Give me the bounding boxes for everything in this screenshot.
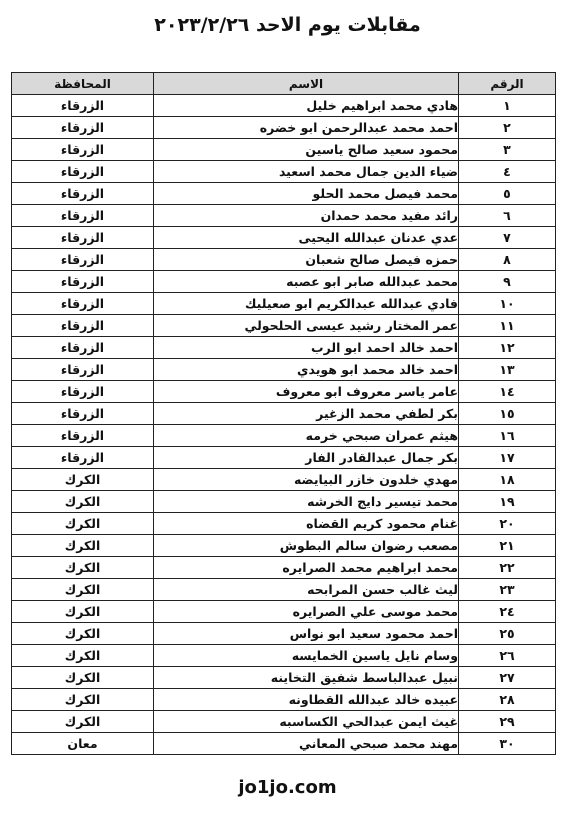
table-row xyxy=(12,205,556,227)
table-row xyxy=(12,623,556,645)
row-number: ١٤ xyxy=(459,381,556,403)
row-name: احمد خالد احمد ابو الرب xyxy=(154,337,459,359)
row-name: نبيل عبدالباسط شفيق التخاينه xyxy=(154,667,459,689)
table-row xyxy=(12,469,556,491)
row-governorate: الكرك xyxy=(12,711,154,733)
header-number: الرقم xyxy=(459,73,556,95)
table-row xyxy=(12,645,556,667)
row-number: ٢٢ xyxy=(459,557,556,579)
row-number: ١٣ xyxy=(459,359,556,381)
row-governorate: الكرك xyxy=(12,491,154,513)
interviews-table xyxy=(11,72,556,755)
row-governorate: الزرقاء xyxy=(12,425,154,447)
row-governorate: الزرقاء xyxy=(12,293,154,315)
row-governorate: الزرقاء xyxy=(12,161,154,183)
row-name: هيثم عمران صبحي خرمه xyxy=(154,425,459,447)
table-row xyxy=(12,271,556,293)
row-number: ١٨ xyxy=(459,469,556,491)
row-governorate: الكرك xyxy=(12,645,154,667)
row-number: ١٢ xyxy=(459,337,556,359)
row-name: محمد ابراهيم محمد الصرايره xyxy=(154,557,459,579)
site-watermark: jo1jo.com xyxy=(238,777,337,798)
table-row xyxy=(12,293,556,315)
row-number: ٧ xyxy=(459,227,556,249)
row-number: ٣٠ xyxy=(459,733,556,755)
row-governorate: الكرك xyxy=(12,689,154,711)
row-number: ١١ xyxy=(459,315,556,337)
table-row xyxy=(12,183,556,205)
row-name: عدي عدنان عبدالله اليحيى xyxy=(154,227,459,249)
row-governorate: الكرك xyxy=(12,469,154,491)
row-number: ٢١ xyxy=(459,535,556,557)
row-number: ٢٣ xyxy=(459,579,556,601)
row-governorate: الزرقاء xyxy=(12,359,154,381)
row-name: فادي عبدالله عبدالكريم ابو صعيليك xyxy=(154,293,459,315)
table-row xyxy=(12,535,556,557)
table-row xyxy=(12,579,556,601)
table-row xyxy=(12,95,556,117)
row-name: غيث ايمن عبدالحي الكساسبه xyxy=(154,711,459,733)
row-governorate: الزرقاء xyxy=(12,403,154,425)
table-row xyxy=(12,161,556,183)
row-number: ٢٧ xyxy=(459,667,556,689)
row-number: ٢٤ xyxy=(459,601,556,623)
row-governorate: الزرقاء xyxy=(12,117,154,139)
row-name: مهند محمد صبحي المعاني xyxy=(154,733,459,755)
row-name: عبيده خالد عبدالله القطاونه xyxy=(154,689,459,711)
row-number: ١٧ xyxy=(459,447,556,469)
row-name: عمر المختار رشيد عيسى الحلحولي xyxy=(154,315,459,337)
row-governorate: الزرقاء xyxy=(12,139,154,161)
row-name: محمد موسى علي الصرايره xyxy=(154,601,459,623)
row-number: ١٩ xyxy=(459,491,556,513)
row-governorate: الزرقاء xyxy=(12,249,154,271)
table-row xyxy=(12,491,556,513)
table-header-row xyxy=(12,73,556,95)
row-governorate: الزرقاء xyxy=(12,271,154,293)
header-governorate: المحافظة xyxy=(12,73,154,95)
table-row xyxy=(12,513,556,535)
table-row xyxy=(12,733,556,755)
row-governorate: الزرقاء xyxy=(12,337,154,359)
row-name: احمد خالد محمد ابو هويدي xyxy=(154,359,459,381)
row-name: ليث غالب حسن المرابحه xyxy=(154,579,459,601)
row-name: هادي محمد ابراهيم خليل xyxy=(154,95,459,117)
table-row xyxy=(12,403,556,425)
table-row xyxy=(12,315,556,337)
row-governorate: معان xyxy=(12,733,154,755)
row-name: بكر جمال عبدالقادر الفار xyxy=(154,447,459,469)
table-row xyxy=(12,711,556,733)
row-name: رائد مفيد محمد حمدان xyxy=(154,205,459,227)
row-number: ١ xyxy=(459,95,556,117)
row-governorate: الكرك xyxy=(12,601,154,623)
row-name: مصعب رضوان سالم البطوش xyxy=(154,535,459,557)
row-number: ٢٩ xyxy=(459,711,556,733)
row-number: ١٥ xyxy=(459,403,556,425)
table-row xyxy=(12,139,556,161)
row-governorate: الكرك xyxy=(12,623,154,645)
row-number: ٢٨ xyxy=(459,689,556,711)
table-row xyxy=(12,227,556,249)
table-row xyxy=(12,249,556,271)
row-governorate: الزرقاء xyxy=(12,315,154,337)
row-name: احمد محمد عبدالرحمن ابو خضره xyxy=(154,117,459,139)
header-name: الاسم xyxy=(154,73,459,95)
row-governorate: الزرقاء xyxy=(12,381,154,403)
row-name: محمد تيسير دايج الخرشه xyxy=(154,491,459,513)
row-number: ٥ xyxy=(459,183,556,205)
row-name: ضياء الدين جمال محمد اسعيد xyxy=(154,161,459,183)
row-governorate: الزرقاء xyxy=(12,183,154,205)
row-name: محمد فيصل محمد الحلو xyxy=(154,183,459,205)
row-number: ٨ xyxy=(459,249,556,271)
row-name: غنام محمود كريم القضاه xyxy=(154,513,459,535)
table-row xyxy=(12,381,556,403)
row-governorate: الزرقاء xyxy=(12,95,154,117)
table-row xyxy=(12,689,556,711)
row-name: عامر ياسر معروف ابو معروف xyxy=(154,381,459,403)
row-governorate: الزرقاء xyxy=(12,447,154,469)
row-governorate: الكرك xyxy=(12,557,154,579)
row-name: محمود سعيد صالح ياسين xyxy=(154,139,459,161)
table-row xyxy=(12,667,556,689)
row-number: ٩ xyxy=(459,271,556,293)
row-governorate: الزرقاء xyxy=(12,205,154,227)
table-row xyxy=(12,117,556,139)
table-row xyxy=(12,425,556,447)
row-name: حمزه فيصل صالح شعبان xyxy=(154,249,459,271)
page-title: مقابلات يوم الاحد ٢٠٢٣/٢/٢٦ xyxy=(154,14,421,36)
row-number: ٢٠ xyxy=(459,513,556,535)
table-row xyxy=(12,337,556,359)
row-number: ٢٥ xyxy=(459,623,556,645)
row-name: محمد عبدالله صابر ابو عصبه xyxy=(154,271,459,293)
row-number: ٤ xyxy=(459,161,556,183)
row-governorate: الكرك xyxy=(12,535,154,557)
row-number: ٢٦ xyxy=(459,645,556,667)
table-row xyxy=(12,601,556,623)
table-row xyxy=(12,359,556,381)
row-name: احمد محمود سعيد ابو نواس xyxy=(154,623,459,645)
row-governorate: الكرك xyxy=(12,579,154,601)
row-governorate: الزرقاء xyxy=(12,227,154,249)
row-name: وسام نايل ياسين الخمايسه xyxy=(154,645,459,667)
row-number: ٣ xyxy=(459,139,556,161)
table-row xyxy=(12,557,556,579)
table-row xyxy=(12,447,556,469)
row-number: ٢ xyxy=(459,117,556,139)
row-number: ١٦ xyxy=(459,425,556,447)
row-number: ٦ xyxy=(459,205,556,227)
row-name: بكر لطفي محمد الزغير xyxy=(154,403,459,425)
row-number: ١٠ xyxy=(459,293,556,315)
row-name: مهدي خلدون خازر البيايضه xyxy=(154,469,459,491)
row-governorate: الكرك xyxy=(12,513,154,535)
row-governorate: الكرك xyxy=(12,667,154,689)
